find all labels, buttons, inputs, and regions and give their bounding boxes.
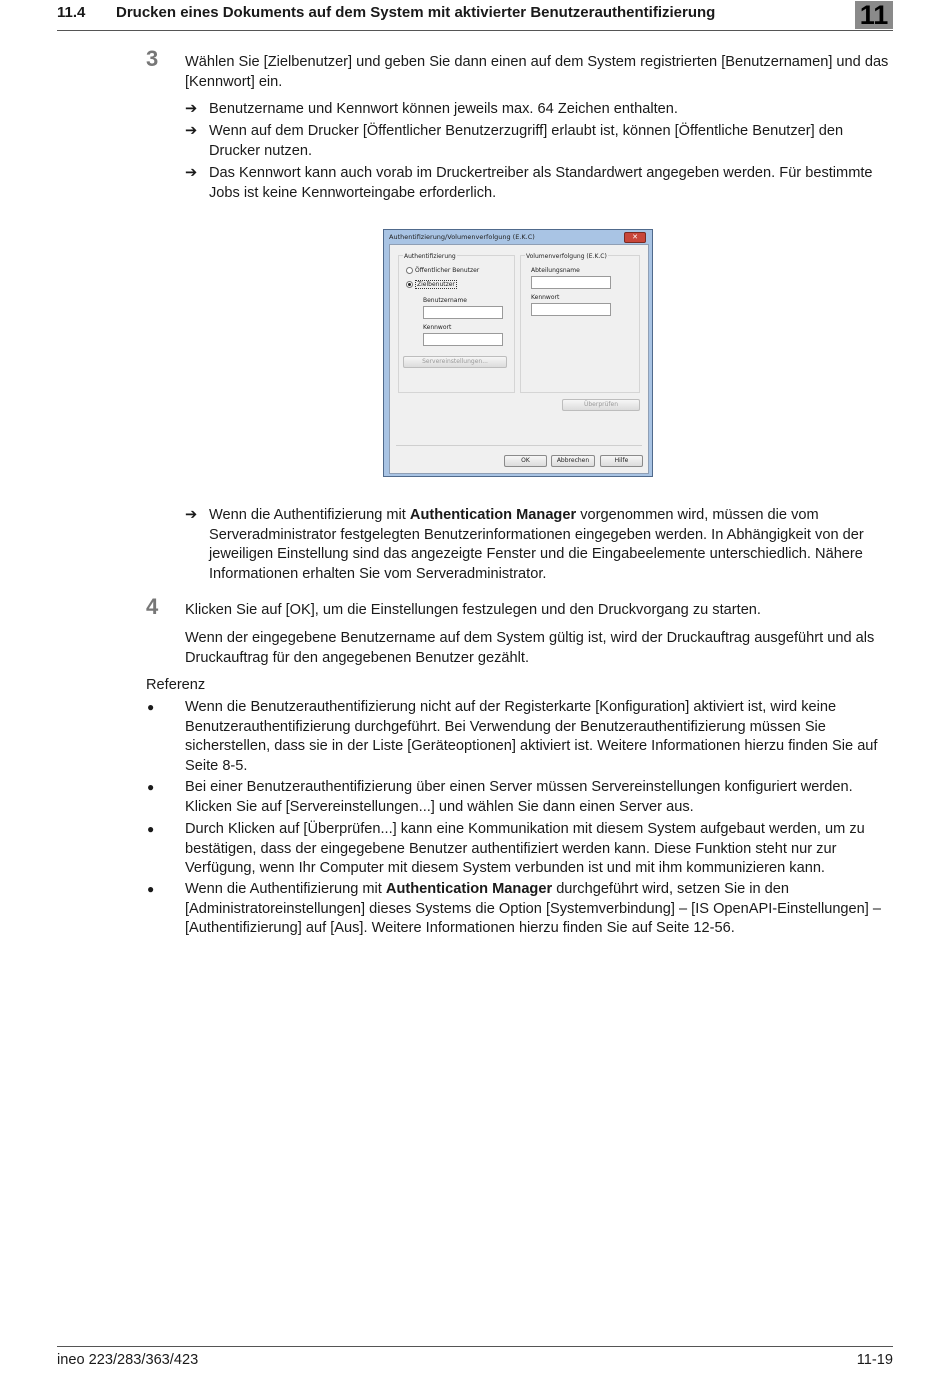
dialog-body [389,244,649,474]
step-4-followup: Wenn der eingegebene Benutzername auf dem System gültig ist, wird der Druckauftrag ausgeführt und als Druckauftrag für den angegebenen Benutzer gezählt. [185,630,875,666]
step-number-3: 3 [146,46,159,71]
username-input[interactable] [423,306,503,319]
reference-item-1: ● Wenn die Benutzerauthentifizierung nicht auf der Registerkarte [Konfiguration] aktiviert ist, wird keine Benutzerauthentifizierung durchgeführt. Bei Verwendung der Benutzerauthentifizierung müssen Sie sicherstellen, dass sie in der Liste [Geräteoptionen] aktiviert ist. Weitere Informationen hierzu finden Sie auf Seite 8-5. [147,699,878,774]
ekc-password-input[interactable] [531,303,611,316]
dialog-title: Authentifizierung/Volumenverfolgung (E.K.C) [389,233,535,241]
department-label: Abteilungsname [531,267,580,274]
help-button[interactable]: Hilfe [600,455,643,467]
auth-dialog [383,229,653,477]
radio-circle-icon [406,267,413,274]
radio-selected-icon [406,281,413,288]
arrow-icon: ➔ [185,101,198,117]
chapter-badge: 11 [855,1,893,29]
radio-public-user[interactable]: Öffentlicher Benutzer [406,267,479,274]
reference-item-3: ● Durch Klicken auf [Überprüfen...] kann eine Kommunikation mit diesem System aufgebaut werden, um zu bestätigen, dass der eingegebene Benutzer authentifiziert werden kann. Diese Funktion steht nur zur Verfügung, wenn Ihr Computer mit diesem System verbunden ist und mit ihm kommunizieren kann. [147,821,865,876]
department-input[interactable] [531,276,611,289]
close-icon[interactable]: ✕ [624,232,646,243]
bullet-icon: ● [147,780,155,794]
section-title: Drucken eines Dokuments auf dem System mit aktivierter Benutzerauthentifizierung [116,4,716,21]
step-3-note-1: ➔ Benutzername und Kennwort können jeweils max. 64 Zeichen enthalten. [185,100,890,120]
radio-target-user[interactable]: Zielbenutzer [406,280,457,289]
step-number-4: 4 [146,594,159,619]
password-input[interactable] [423,333,503,346]
page-footer [57,1346,893,1368]
step-3-note-am: ➔ Wenn die Authentifizierung mit Authentication Manager vorgenommen wird, müssen die vom Serveradministrator festgelegten Benutzerinformationen eingegeben werden. In Abhängigkeit von der jeweiligen Einstellung sind das angezeigte Fenster und die Eingabeelemente unterschiedlich. Nähere Informationen erhalten Sie vom Serveradministrator. [185,507,864,582]
step-3-note-3: ➔ Das Kennwort kann auch vorab im Druckertreiber als Standardwert angegeben werden. Für bestimmte Jobs ist keine Kennworteingabe erforderlich. [185,165,873,201]
authentication-group [398,255,515,393]
password-label: Kennwort [423,324,452,331]
section-number: 11.4 [57,4,86,21]
username-label: Benutzername [423,297,467,304]
divider [396,445,642,446]
page-header [57,0,893,31]
ok-button[interactable]: OK [504,455,547,467]
cancel-button[interactable]: Abbrechen [551,455,595,467]
verify-button[interactable]: Überprüfen [562,399,640,411]
authentication-group-title: Authentifizierung [404,253,456,260]
page-number: 11-19 [856,1352,893,1368]
step-3-note-2: ➔ Wenn auf dem Drucker [Öffentlicher Benutzerzugriff] erlaubt ist, können [Öffentliche Benutzer] den Drucker nutzen. [185,123,844,159]
bullet-icon: ● [147,822,155,836]
arrow-icon: ➔ [185,165,198,181]
step-3-text: Wählen Sie [Zielbenutzer] und geben Sie dann einen auf dem System registrierten [Benutzernamen] und das [Kennwort] ein. [185,54,889,90]
reference-heading: Referenz [146,677,206,693]
reference-item-2: ● Bei einer Benutzerauthentifizierung über einen Server müssen Servereinstellungen konfiguriert werden. Klicken Sie auf [Servereinstellungen...] und wählen Sie dann einen Server aus. [147,779,853,815]
volume-tracking-group-title: Volumenverfolgung (E.K.C) [526,253,607,260]
ekc-password-label: Kennwort [531,294,560,301]
step-4-text: Klicken Sie auf [OK], um die Einstellungen festzulegen und den Druckvorgang zu starten. [185,602,761,618]
volume-tracking-group [520,255,640,393]
arrow-icon: ➔ [185,507,198,523]
reference-item-4: ● Wenn die Authentifizierung mit Authentication Manager durchgeführt wird, setzen Sie in den [Administratoreinstellungen] dieses Systems die Option [Systemverbindung] – [IS OpenAPI-Einstellungen] – [Authentifizierung] auf [Aus]. Weitere Informationen hierzu finden Sie auf Seite 12-56. [147,881,882,936]
arrow-icon: ➔ [185,123,198,139]
bullet-icon: ● [147,882,155,896]
server-settings-button[interactable]: Servereinstellungen... [403,356,507,368]
footer-model: ineo 223/283/363/423 [57,1352,199,1368]
bullet-icon: ● [147,700,155,714]
